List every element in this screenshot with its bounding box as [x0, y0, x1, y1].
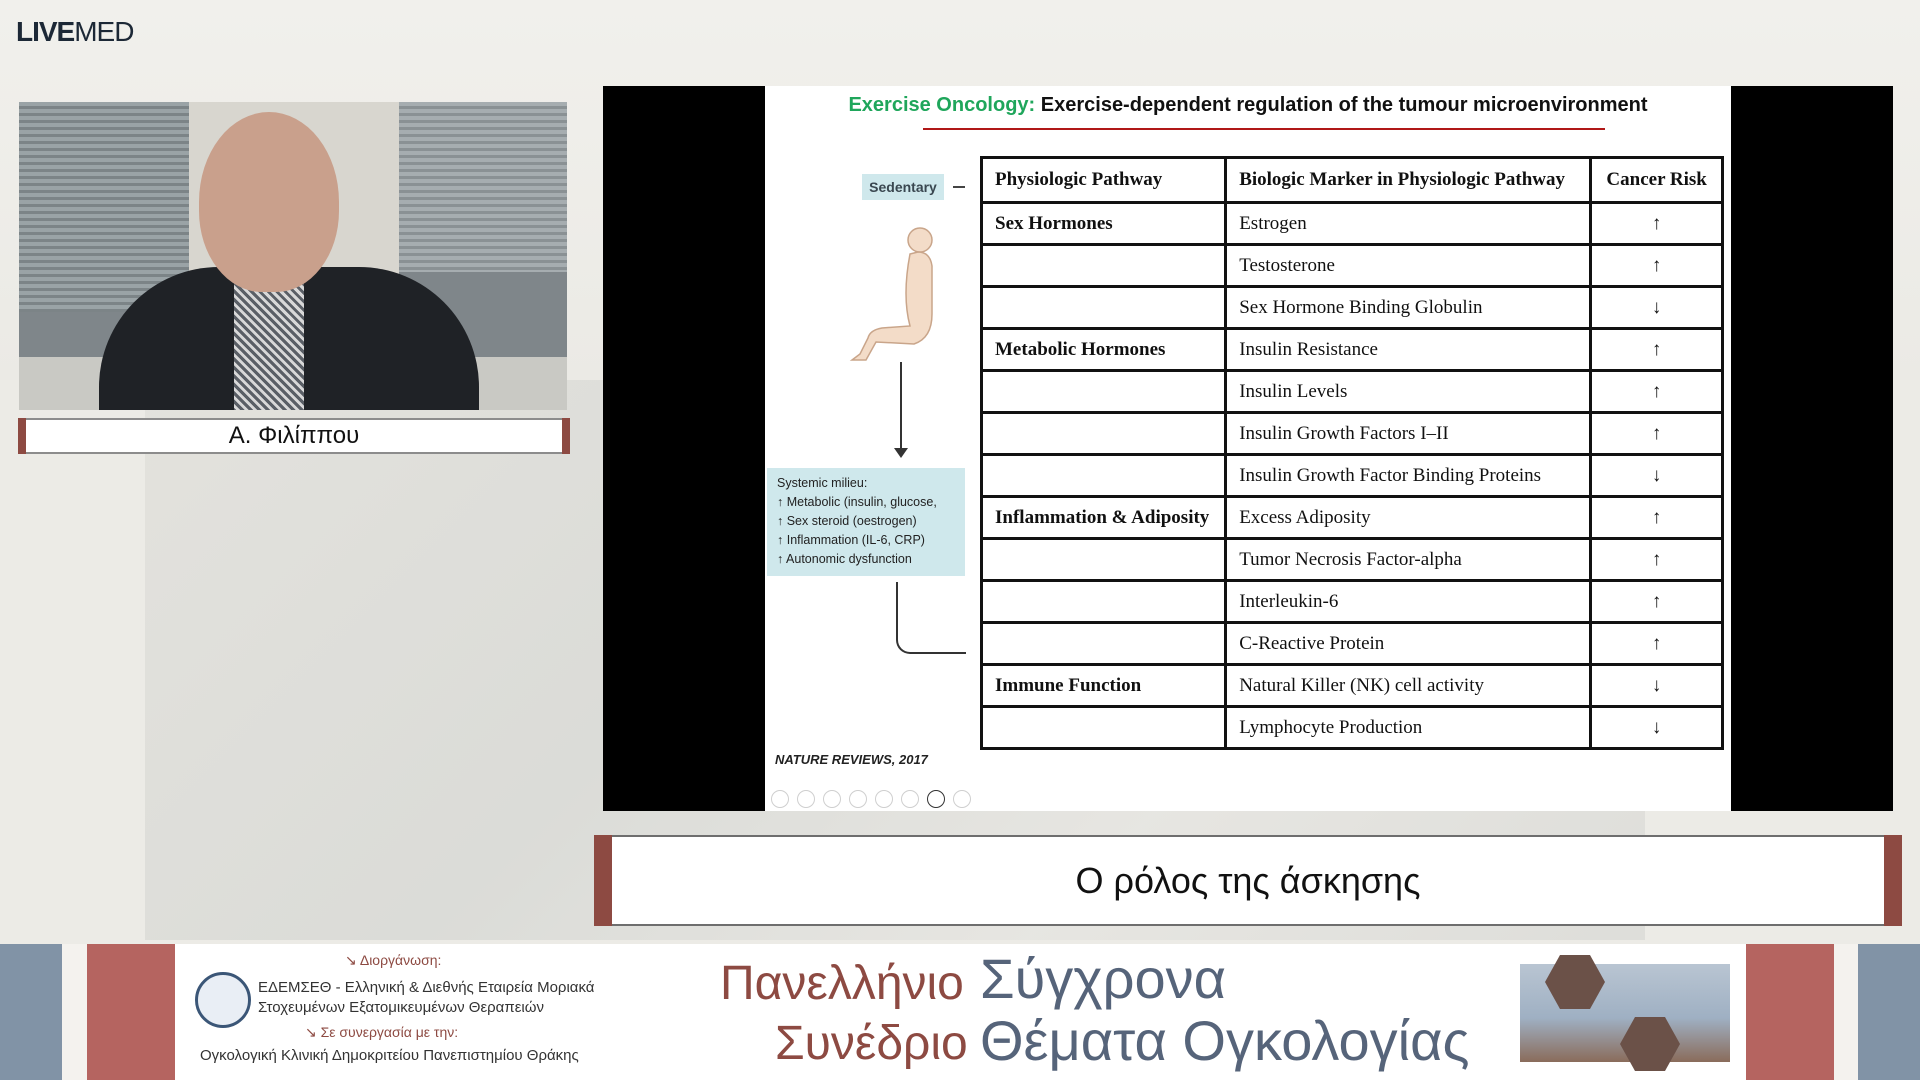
sedentary-dash	[953, 186, 965, 188]
table-row	[982, 539, 1723, 581]
milieu-line: ↑ Metabolic (insulin, glucose,	[777, 495, 937, 509]
cell-pathway: Sex Hormones	[982, 203, 1226, 245]
presentation-slide	[765, 86, 1731, 811]
organizer-name	[258, 978, 608, 1018]
conference-word-2: Συνέδριο	[775, 1017, 968, 1070]
arrow-head	[894, 448, 908, 458]
cell-risk: ↑	[1591, 623, 1723, 665]
table-row	[982, 287, 1723, 329]
cell-risk: ↑	[1591, 413, 1723, 455]
cell-risk: ↓	[1591, 707, 1723, 749]
table-row	[982, 623, 1723, 665]
caption-bar	[594, 835, 1902, 926]
table-row	[982, 581, 1723, 623]
table-row	[982, 371, 1723, 413]
pen-icon[interactable]	[823, 790, 841, 808]
cell-marker: Insulin Growth Factor Binding Proteins	[1226, 455, 1591, 497]
milieu-line: ↑ Sex steroid (oestrogen)	[777, 514, 917, 528]
cell-marker: Sex Hormone Binding Globulin	[1226, 287, 1591, 329]
connector-bracket	[896, 582, 966, 654]
cell-marker: C-Reactive Protein	[1226, 623, 1591, 665]
logo-bold: LIVE	[16, 16, 75, 47]
cell-pathway	[982, 581, 1226, 623]
slide-controls[interactable]	[771, 790, 971, 808]
cell-marker: Lymphocyte Production	[1226, 707, 1591, 749]
slides-grid-icon[interactable]	[849, 790, 867, 808]
header-marker: Biologic Marker in Physiologic Pathway	[1226, 158, 1591, 203]
speaker-video	[19, 102, 567, 410]
cell-pathway	[982, 707, 1226, 749]
speaker-shirt	[234, 272, 304, 410]
systemic-milieu-box	[767, 468, 965, 576]
milieu-line: ↑ Inflammation (IL-6, CRP)	[777, 533, 925, 547]
more-options-icon[interactable]	[953, 790, 971, 808]
speaker-name: Α. Φιλίππου	[228, 422, 360, 449]
cell-risk: ↓	[1591, 665, 1723, 707]
conference-footer	[0, 944, 1920, 1080]
speaker-head	[199, 112, 339, 292]
cell-marker: Estrogen	[1226, 203, 1591, 245]
conference-title-1: Σύγχρονα	[980, 947, 1227, 1010]
cell-pathway: Inflammation & Adiposity	[982, 497, 1226, 539]
subtitles-icon[interactable]	[901, 790, 919, 808]
cell-marker: Insulin Growth Factors I–II	[1226, 413, 1591, 455]
citation: NATURE REVIEWS, 2017	[775, 752, 928, 767]
footer-accent-right	[1746, 944, 1834, 1080]
milieu-line: ↑ Autonomic dysfunction	[777, 552, 912, 566]
collaboration-name: Ογκολογική Κλινική Δημοκριτείου Πανεπιστημίου Θράκης	[200, 1047, 579, 1064]
table-row	[982, 665, 1723, 707]
slide-title-accent: Exercise Oncology:	[848, 94, 1036, 116]
organizer-line: ΕΔΕΜΣΕΘ - Ελληνική & Διεθνής Εταιρεία Μοριακά	[258, 979, 595, 996]
cell-risk: ↑	[1591, 539, 1723, 581]
cell-marker: Excess Adiposity	[1226, 497, 1591, 539]
header-pathway: Physiologic Pathway	[982, 158, 1226, 203]
footer-accent-left	[87, 944, 175, 1080]
cell-marker: Interleukin-6	[1226, 581, 1591, 623]
table-row	[982, 203, 1723, 245]
next-slide-icon[interactable]	[797, 790, 815, 808]
organizer-label: ↘ Διοργάνωση:	[345, 952, 442, 968]
header-risk: Cancer Risk	[1591, 158, 1723, 203]
conference-word-1: Πανελλήνιο	[720, 957, 964, 1010]
cell-risk: ↑	[1591, 245, 1723, 287]
footer-stripe-left	[0, 944, 62, 1080]
speaker-name-box	[24, 418, 564, 454]
pathways-table	[980, 156, 1724, 750]
arrow-line	[900, 362, 902, 452]
sedentary-label: Sedentary	[862, 174, 944, 200]
title-underline	[923, 128, 1605, 130]
conference-title-2: Θέματα Ογκολογίας	[980, 1009, 1470, 1072]
cell-marker: Insulin Resistance	[1226, 329, 1591, 371]
slide-title-rest: Exercise-dependent regulation of the tumour microenvironment	[1040, 94, 1648, 116]
cell-pathway	[982, 287, 1226, 329]
cell-risk: ↑	[1591, 329, 1723, 371]
table-row	[982, 455, 1723, 497]
table-header-row	[982, 158, 1723, 203]
society-seal-icon	[195, 972, 251, 1028]
cell-pathway	[982, 455, 1226, 497]
cell-pathway	[982, 623, 1226, 665]
cell-marker: Natural Killer (NK) cell activity	[1226, 665, 1591, 707]
cell-pathway	[982, 413, 1226, 455]
window-blinds-right	[387, 102, 567, 272]
table-row	[982, 707, 1723, 749]
footer-stripe-right	[1858, 944, 1920, 1080]
livemed-logo	[16, 16, 133, 48]
collaboration-label: ↘ Σε συνεργασία με την:	[305, 1024, 459, 1040]
organizer-line: Στοχευμένων Εξατομικευμένων Θεραπειών	[258, 999, 544, 1016]
cell-pathway: Immune Function	[982, 665, 1226, 707]
caption-text: Ο ρόλος της άσκησης	[1075, 859, 1421, 901]
cell-risk: ↑	[1591, 203, 1723, 245]
cell-marker: Tumor Necrosis Factor-alpha	[1226, 539, 1591, 581]
cell-pathway	[982, 539, 1226, 581]
cell-pathway	[982, 371, 1226, 413]
cell-risk: ↑	[1591, 371, 1723, 413]
cell-risk: ↓	[1591, 455, 1723, 497]
cell-pathway	[982, 245, 1226, 287]
camera-icon[interactable]	[927, 790, 945, 808]
table-row	[982, 245, 1723, 287]
table-row	[982, 413, 1723, 455]
prev-slide-icon[interactable]	[771, 790, 789, 808]
table-row	[982, 329, 1723, 371]
seated-person-figure	[840, 226, 960, 366]
cell-risk: ↓	[1591, 287, 1723, 329]
slide-title	[765, 94, 1731, 117]
cell-marker: Testosterone	[1226, 245, 1591, 287]
cell-risk: ↑	[1591, 581, 1723, 623]
table-row	[982, 497, 1723, 539]
cell-marker: Insulin Levels	[1226, 371, 1591, 413]
cell-pathway: Metabolic Hormones	[982, 329, 1226, 371]
milieu-heading: Systemic milieu:	[777, 476, 868, 490]
logo-light: MED	[74, 16, 134, 47]
zoom-icon[interactable]	[875, 790, 893, 808]
cell-risk: ↑	[1591, 497, 1723, 539]
